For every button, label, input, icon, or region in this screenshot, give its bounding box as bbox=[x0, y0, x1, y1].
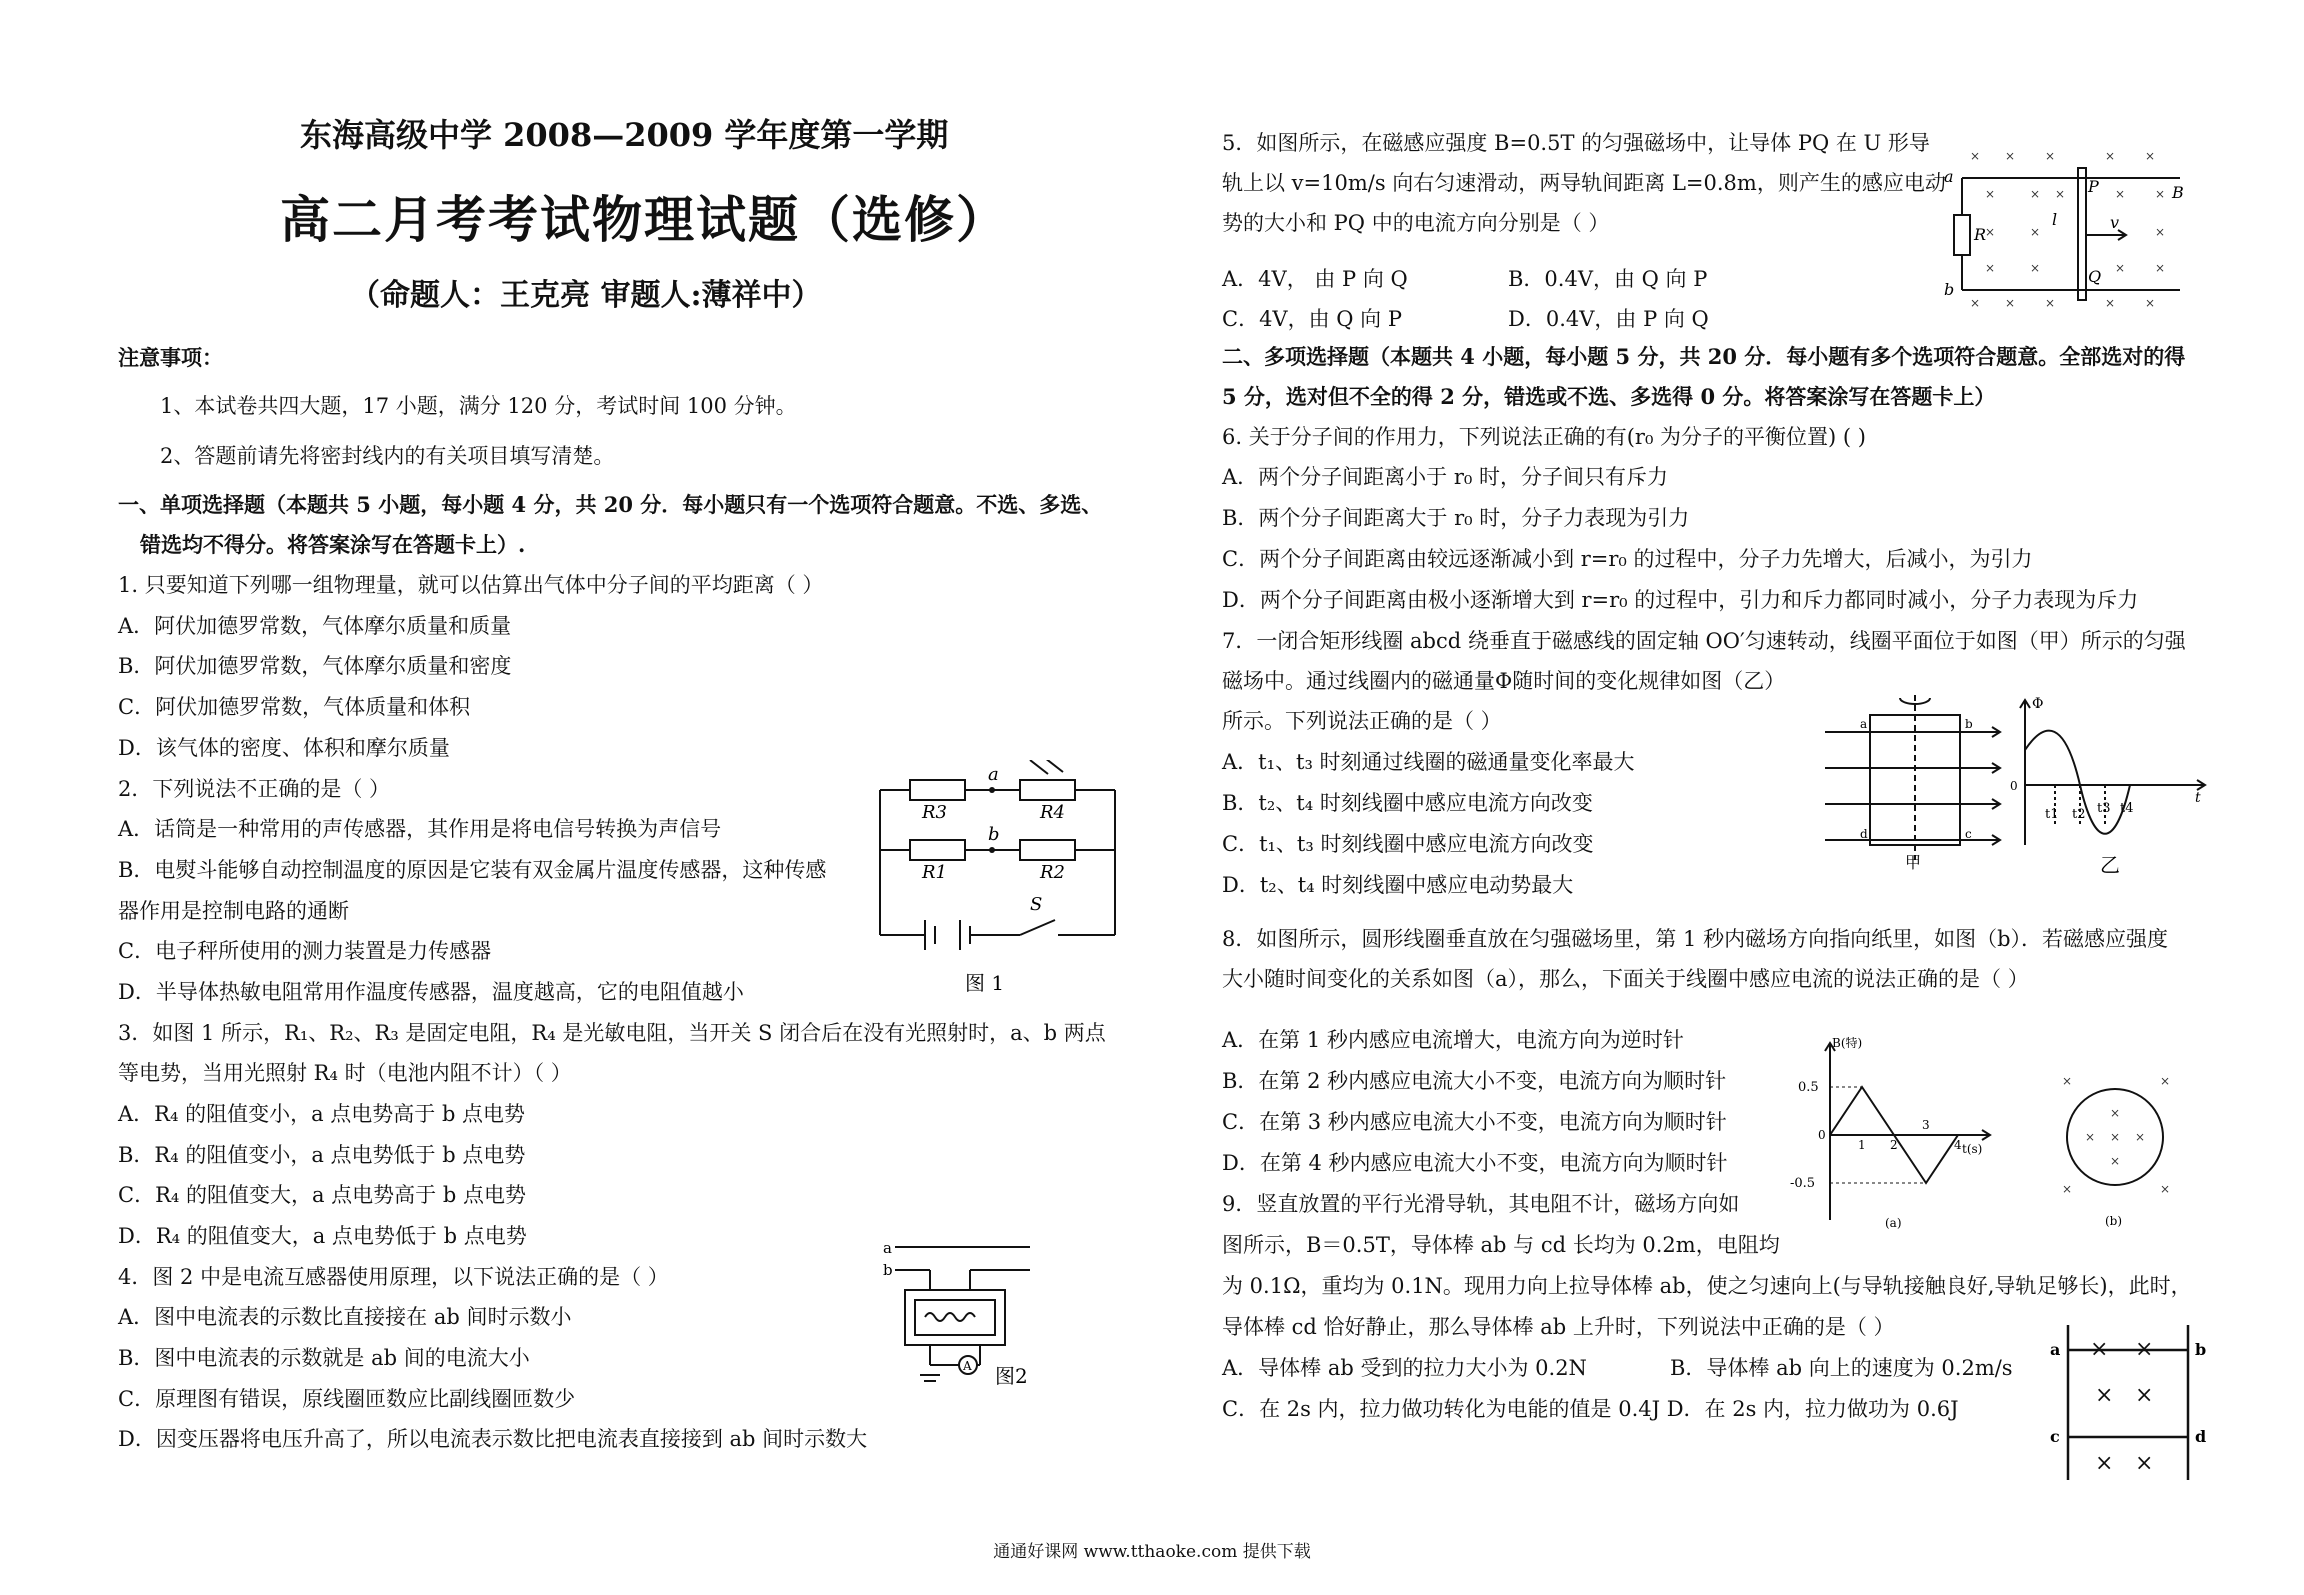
q3-option: C．R₄ 的阻值变大，a 点电势高于 b 点电势 bbox=[118, 1183, 526, 1207]
q6-stem: 6. 关于分子间的作用力，下列说法正确的有(r₀ 为分子的平衡位置) ( ) bbox=[1222, 425, 1866, 449]
q6-option: C．两个分子间距离由较远逐渐减小到 r=r₀ 的过程中，分子力先增大，后减小，为引力 bbox=[1222, 547, 2033, 571]
svg-text:×: × bbox=[2155, 187, 2166, 201]
tick-neg-0.5: -0.5 bbox=[1790, 1176, 1816, 1191]
q8-stem: 8．如图所示，圆形线圈垂直放在匀强磁场里，第 1 秒内磁场方向指向纸里，如图（b）．若磁感应强度 bbox=[1222, 927, 2169, 951]
q5-stem: 轨上以 v=10m/s 向右匀速滑动，两导轨间距离 L=0.8m，则产生的感应电动 bbox=[1222, 171, 1946, 195]
q9-option: C．在 2s 内，拉力做功转化为电能的值是 0.4J D．在 2s 内，拉力做功为 0.6J bbox=[1222, 1397, 1959, 1421]
q3-stem: 3．如图 1 所示，R₁、R₂、R₃ 是固定电阻，R₄ 是光敏电阻，当开关 S 闭合后在没有光照射时，a、b 两点 bbox=[118, 1021, 1106, 1045]
q6-option: B．两个分子间距离大于 r₀ 时，分子力表现为引力 bbox=[1222, 506, 1690, 530]
label-r2: R2 bbox=[1040, 862, 1066, 883]
svg-text:×: × bbox=[2110, 1106, 2121, 1120]
svg-text:×: × bbox=[2062, 1074, 2073, 1088]
figure-8a-graph bbox=[1790, 1035, 2000, 1230]
label-a: a bbox=[988, 764, 999, 785]
header-school: 东海高级中学 2008—2009 学年度第一学期 bbox=[300, 116, 949, 154]
label-c: c bbox=[2050, 1427, 2060, 1446]
q4-stem: 4．图 2 中是电流互感器使用原理，以下说法正确的是（ ） bbox=[118, 1265, 669, 1289]
section2-heading: 二、多项选择题（本题共 4 小题，每小题 5 分，共 20 分．每小题有多个选项符合题意。全部选对的得 bbox=[1222, 344, 2186, 369]
label-d: d bbox=[1860, 827, 1868, 841]
label-field-b: B bbox=[2172, 183, 2184, 202]
svg-text:×: × bbox=[2055, 187, 2066, 201]
figure-2-transformer bbox=[880, 1235, 1060, 1395]
label-a: a bbox=[1860, 717, 1868, 731]
tick-origin: 0 bbox=[1818, 1128, 1826, 1142]
svg-text:×: × bbox=[2045, 149, 2056, 163]
q5-option: D．0.4V，由 P 向 Q bbox=[1508, 307, 1709, 331]
label-l: l bbox=[2052, 210, 2058, 229]
q6-option: A．两个分子间距离小于 r₀ 时，分子间只有斥力 bbox=[1222, 465, 1668, 489]
svg-text:×: × bbox=[2062, 1182, 2073, 1196]
svg-text:×: × bbox=[2145, 296, 2156, 310]
svg-text:×: × bbox=[2030, 261, 2041, 275]
svg-text:×: × bbox=[2090, 1337, 2109, 1362]
q1-option: B．阿伏加德罗常数，气体摩尔质量和密度 bbox=[118, 654, 512, 678]
label-origin: 0 bbox=[2010, 779, 2018, 793]
figure-7-yi-graph bbox=[2010, 690, 2210, 880]
label-b: b bbox=[1944, 280, 1955, 299]
section1-heading: 错选均不得分。将答案涂写在答题卡上）. bbox=[140, 532, 526, 557]
q2-option: A．话筒是一种常用的声传感器，其作用是将电信号转换为声信号 bbox=[118, 817, 722, 841]
q7-stem: 所示。下列说法正确的是（ ） bbox=[1222, 709, 1502, 733]
q5-option: A．4V， 由 P 向 Q bbox=[1222, 267, 1408, 291]
tick-2: 2 bbox=[1890, 1138, 1898, 1152]
y-axis-label: B(特) bbox=[1832, 1036, 1863, 1050]
label-d: d bbox=[2195, 1427, 2207, 1446]
q7-stem: 7．一闭合矩形线圈 abcd 绕垂直于磁感线的固定轴 OO′匀速转动，线圈平面位于如图（甲）所示的匀强 bbox=[1222, 629, 2186, 653]
q4-option: B．图中电流表的示数就是 ab 间的电流大小 bbox=[118, 1346, 530, 1370]
notes-heading: 注意事项： bbox=[118, 345, 223, 370]
q8-option: A．在第 1 秒内感应电流增大，电流方向为逆时针 bbox=[1222, 1028, 1684, 1052]
label-b: b bbox=[2195, 1340, 2207, 1359]
label-r4: R4 bbox=[1040, 802, 1066, 823]
label-t4: t4 bbox=[2120, 801, 2134, 816]
section2-heading: 5 分，选对但不全的得 2 分，错选或不选、多选得 0 分。将答案涂写在答题卡上） bbox=[1222, 384, 1996, 409]
label-s: S bbox=[1030, 894, 1043, 915]
header-authors: （命题人：王克亮 审题人:薄祥中） bbox=[350, 278, 822, 313]
q1-stem: 1. 只要知道下列哪一组物理量，就可以估算出气体中分子间的平均距离（ ） bbox=[118, 573, 824, 597]
svg-text:×: × bbox=[2005, 149, 2016, 163]
q3-option: B．R₄ 的阻值变小，a 点电势低于 b 点电势 bbox=[118, 1143, 526, 1167]
label-a: a bbox=[1944, 167, 1954, 186]
svg-text:×: × bbox=[2005, 296, 2016, 310]
svg-text:×: × bbox=[2135, 1337, 2154, 1362]
q2-option: 器作用是控制电路的通断 bbox=[118, 899, 349, 923]
label-r1: R1 bbox=[922, 862, 948, 883]
svg-text:×: × bbox=[2160, 1074, 2171, 1088]
q2-stem: 2．下列说法不正确的是（ ） bbox=[118, 777, 391, 801]
svg-text:×: × bbox=[1985, 261, 1996, 275]
label-t2: t2 bbox=[2072, 807, 2086, 822]
q7-stem: 磁场中。通过线圈内的磁通量Φ随时间的变化规律如图（乙） bbox=[1222, 669, 1786, 693]
q2-option: D．半导体热敏电阻常用作温度传感器，温度越高，它的电阻值越小 bbox=[118, 980, 744, 1004]
svg-text:×: × bbox=[2105, 296, 2116, 310]
label-b: b bbox=[988, 824, 1000, 845]
svg-text:×: × bbox=[2155, 225, 2166, 239]
figure-1-caption: 图 1 bbox=[965, 971, 1005, 995]
q8-option: C．在第 3 秒内感应电流大小不变，电流方向为顺时针 bbox=[1222, 1110, 1727, 1134]
q8-stem: 大小随时间变化的关系如图（a），那么，下面关于线圈中感应电流的说法正确的是（ ） bbox=[1222, 967, 2029, 991]
q9-stem: 导体棒 cd 恰好静止，那么导体棒 ab 上升时，下列说法中正确的是（ ） bbox=[1222, 1315, 1895, 1339]
q2-option: C．电子秤所使用的测力装置是力传感器 bbox=[118, 939, 492, 963]
q8-option: B．在第 2 秒内感应电流大小不变，电流方向为顺时针 bbox=[1222, 1069, 1727, 1093]
figure-9-rails bbox=[2040, 1320, 2220, 1485]
label-r: R bbox=[1974, 225, 1987, 244]
q2-option: B．电熨斗能够自动控制温度的原因是它装有双金属片温度传感器，这种传感 bbox=[118, 858, 827, 882]
q9-stem: 图所示，B＝0.5T，导体棒 ab 与 cd 长均为 0.2m，电阻均 bbox=[1222, 1233, 1780, 1257]
figure-7-yi-caption: 乙 bbox=[2100, 853, 2120, 877]
x-axis-label: t(s) bbox=[1962, 1142, 1983, 1156]
figure-2-caption: 图2 bbox=[995, 1364, 1028, 1388]
label-t3: t3 bbox=[2097, 801, 2111, 816]
figure-8a-caption: (a) bbox=[1885, 1216, 1902, 1230]
q9-stem: 9．竖直放置的平行光滑导轨，其电阻不计，磁场方向如 bbox=[1222, 1192, 1740, 1216]
svg-text:×: × bbox=[2115, 261, 2126, 275]
label-b: b bbox=[883, 1261, 893, 1279]
q5-stem: 势的大小和 PQ 中的电流方向分别是（ ） bbox=[1222, 211, 1610, 235]
q4-option: D．因变压器将电压升高了，所以电流表示数比把电流表直接接到 ab 间时示数大 bbox=[118, 1427, 868, 1451]
ammeter-label: A bbox=[963, 1359, 972, 1373]
tick-4: 4 bbox=[1954, 1138, 1962, 1152]
q6-option: D．两个分子间距离由极小逐渐增大到 r=r₀ 的过程中，引力和斥力都同时减小，分子力表现为斥力 bbox=[1222, 588, 2139, 612]
tick-1: 1 bbox=[1858, 1138, 1866, 1152]
page-footer: 通通好课网 www.tthaoke.com 提供下载 bbox=[993, 1542, 1311, 1562]
svg-text:×: × bbox=[2105, 149, 2116, 163]
svg-text:×: × bbox=[2110, 1130, 2121, 1144]
label-t: t bbox=[2195, 790, 2201, 806]
section1-heading: 一、单项选择题（本题共 5 小题，每小题 4 分，共 20 分．每小题只有一个选项符合题意。不选、多选、 bbox=[118, 492, 1103, 517]
q1-option: C．阿伏加德罗常数，气体质量和体积 bbox=[118, 695, 471, 719]
svg-text:×: × bbox=[2110, 1154, 2121, 1168]
svg-text:×: × bbox=[2115, 187, 2126, 201]
svg-text:×: × bbox=[2045, 296, 2056, 310]
svg-text:×: × bbox=[1970, 149, 1981, 163]
tick-0.5: 0.5 bbox=[1798, 1080, 1819, 1095]
q5-option: B．0.4V，由 Q 向 P bbox=[1508, 267, 1708, 291]
label-v: v bbox=[2110, 213, 2120, 232]
q9-option: B．导体棒 ab 向上的速度为 0.2m/s bbox=[1670, 1356, 2013, 1380]
label-a: a bbox=[883, 1239, 892, 1257]
q1-option: D．该气体的密度、体积和摩尔质量 bbox=[118, 736, 450, 760]
q3-option: D．R₄ 的阻值变大，a 点电势低于 b 点电势 bbox=[118, 1224, 527, 1248]
svg-text:×: × bbox=[1970, 296, 1981, 310]
figure-1-circuit bbox=[870, 760, 1130, 1000]
q5-stem: 5．如图所示，在磁感应强度 B=0.5T 的匀强磁场中，让导体 PQ 在 U 形导 bbox=[1222, 131, 1930, 155]
q4-option: A．图中电流表的示数比直接接在 ab 间时示数小 bbox=[118, 1305, 572, 1329]
svg-text:×: × bbox=[2160, 1182, 2171, 1196]
svg-text:×: × bbox=[2155, 261, 2166, 275]
svg-text:×: × bbox=[2135, 1383, 2154, 1408]
q8-option: D．在第 4 秒内感应电流大小不变，电流方向为顺时针 bbox=[1222, 1151, 1728, 1175]
figure-7-jia bbox=[1820, 680, 2010, 870]
svg-text:×: × bbox=[2095, 1383, 2114, 1408]
figure-8b-coil bbox=[2050, 1065, 2180, 1235]
q3-option: A．R₄ 的阻值变小，a 点电势高于 b 点电势 bbox=[118, 1102, 526, 1126]
svg-text:×: × bbox=[2135, 1130, 2146, 1144]
figure-8b-caption: (b) bbox=[2105, 1214, 2123, 1228]
label-a: a bbox=[2050, 1340, 2061, 1359]
label-t1: t1 bbox=[2045, 807, 2059, 822]
svg-text:×: × bbox=[2085, 1130, 2096, 1144]
q7-option: B．t₂、t₄ 时刻线圈中感应电流方向改变 bbox=[1222, 791, 1593, 815]
label-r3: R3 bbox=[922, 802, 948, 823]
svg-text:×: × bbox=[2030, 187, 2041, 201]
label-phi: Φ bbox=[2032, 696, 2044, 712]
q7-option: D．t₂、t₄ 时刻线圈中感应电动势最大 bbox=[1222, 873, 1574, 897]
notes-item: 2、答题前请先将密封线内的有关项目填写清楚。 bbox=[160, 444, 615, 468]
q1-option: A．阿伏加德罗常数，气体摩尔质量和质量 bbox=[118, 614, 512, 638]
page-title: 高二月考考试物理试题（选修） bbox=[280, 190, 1008, 249]
q3-stem: 等电势，当用光照射 R₄ 时（电池内阻不计）（ ） bbox=[118, 1061, 572, 1085]
tick-3: 3 bbox=[1922, 1118, 1930, 1132]
svg-text:×: × bbox=[2030, 225, 2041, 239]
q7-option: A．t₁、t₃ 时刻通过线圈的磁通量变化率最大 bbox=[1222, 750, 1635, 774]
figure-5-rail bbox=[1940, 140, 2190, 310]
svg-text:×: × bbox=[2135, 1451, 2154, 1476]
q5-option: C．4V，由 Q 向 P bbox=[1222, 307, 1402, 331]
q9-option: A．导体棒 ab 受到的拉力大小为 0.2N bbox=[1222, 1356, 1587, 1380]
label-q: Q bbox=[2088, 267, 2102, 286]
svg-text:×: × bbox=[1985, 225, 1996, 239]
q4-option: C．原理图有错误，原线圈匝数应比副线圈匝数少 bbox=[118, 1387, 576, 1411]
svg-text:×: × bbox=[2095, 1451, 2114, 1476]
svg-text:×: × bbox=[2145, 149, 2156, 163]
label-c: c bbox=[1965, 827, 1972, 841]
notes-item: 1、本试卷共四大题，17 小题，满分 120 分，考试时间 100 分钟。 bbox=[160, 394, 797, 418]
q9-stem: 为 0.1Ω，重均为 0.1N。现用力向上拉导体棒 ab，使之匀速向上(与导轨接触良好,导轨足够长)，此时， bbox=[1222, 1274, 2192, 1298]
figure-7-jia-caption: 甲 bbox=[1905, 853, 1922, 870]
svg-text:×: × bbox=[1985, 187, 1996, 201]
q7-option: C．t₁、t₃ 时刻线圈中感应电流方向改变 bbox=[1222, 832, 1594, 856]
label-p: P bbox=[2088, 177, 2099, 196]
label-b: b bbox=[1965, 717, 1973, 731]
